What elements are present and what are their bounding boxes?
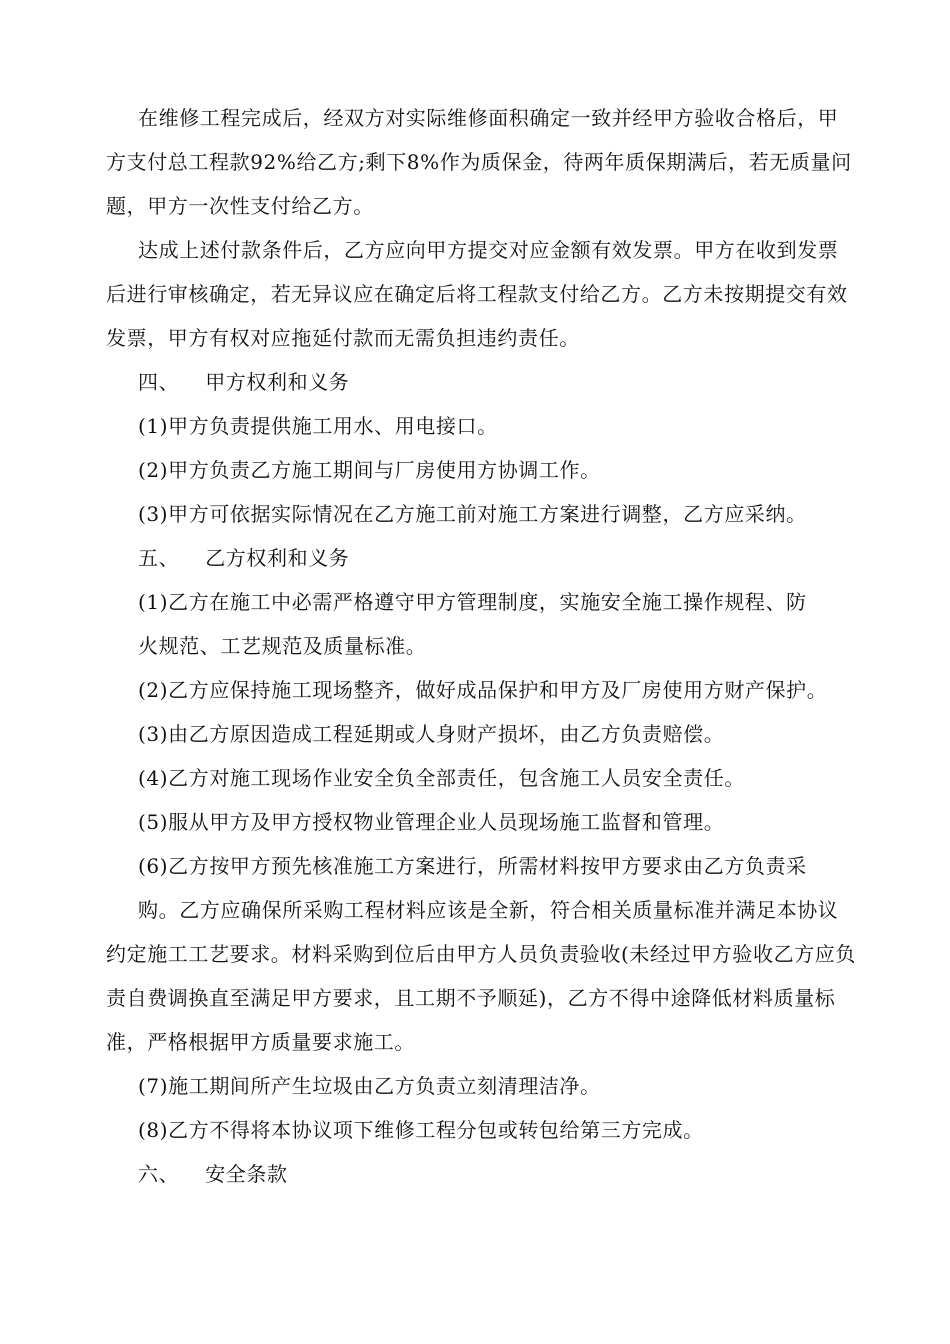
section-title: 甲方权利和义务 [205,370,350,394]
list-item-continuation: 购。乙方应确保所采购工程材料应该是全新，符合相关质量标准并满足本协议 [138,898,839,922]
section-number: 四、 [138,370,180,394]
section-heading-6 [138,1160,288,1188]
list-item: (1)乙方在施工中必需严格遵守甲方管理制度，实施安全施工操作规程、防 [138,590,807,614]
list-item: (2)乙方应保持施工现场整齐，做好成品保护和甲方及厂房使用方财产保护。 [138,678,828,702]
paragraph-line: 后进行审核确定，若无异议应在确定后将工程款支付给乙方。乙方未按期提交有效 [106,282,848,306]
list-item: (3)由乙方原因造成工程延期或人身财产损坏，由乙方负责赔偿。 [138,722,725,746]
paragraph-line: 发票，甲方有权对应拖延付款而无需负担违约责任。 [106,326,580,350]
section-heading-5 [138,544,349,572]
list-item: (5)服从甲方及甲方授权物业管理企业人员现场施工监督和管理。 [138,810,725,834]
section-heading-4 [138,368,349,396]
paragraph-line: 达成上述付款条件后，乙方应向甲方提交对应金额有效发票。甲方在收到发票 [138,238,839,262]
list-item: (1)甲方负责提供施工用水、用电接口。 [138,414,498,438]
list-item: (8)乙方不得将本协议项下维修工程分包或转包给第三方完成。 [138,1118,704,1142]
section-title: 安全条款 [205,1162,288,1186]
list-item-continuation: 约定施工工艺要求。材料采购到位后由甲方人员负责验收(未经过甲方验收乙方应负 [106,942,857,966]
list-item: (6)乙方按甲方预先核准施工方案进行，所需材料按甲方要求由乙方负责采 [138,854,807,878]
section-number: 五、 [138,546,180,570]
list-item-continuation: 准，严格根据甲方质量要求施工。 [106,1030,415,1054]
section-title: 乙方权利和义务 [205,546,350,570]
list-item-continuation: 火规范、工艺规范及质量标准。 [138,634,427,658]
paragraph-line: 题，甲方一次性支付给乙方。 [106,194,374,218]
list-item: (2)甲方负责乙方施工期间与厂房使用方协调工作。 [138,458,601,482]
list-item-continuation: 责自费调换直至满足甲方要求，且工期不予顺延)，乙方不得中途降低材料质量标 [106,986,836,1010]
list-item: (4)乙方对施工现场作业安全负全部责任，包含施工人员安全责任。 [138,766,745,790]
paragraph-line: 方支付总工程款92%给乙方;剩下8%作为质保金，待两年质保期满后，若无质量问 [106,150,852,174]
list-item: (7)施工期间所产生垃圾由乙方负责立刻清理洁净。 [138,1074,601,1098]
list-item: (3)甲方可依据实际情况在乙方施工前对施工方案进行调整，乙方应采纳。 [138,502,807,526]
paragraph-line: 在维修工程完成后，经双方对实际维修面积确定一致并经甲方验收合格后，甲 [138,106,839,130]
section-number: 六、 [138,1162,180,1186]
